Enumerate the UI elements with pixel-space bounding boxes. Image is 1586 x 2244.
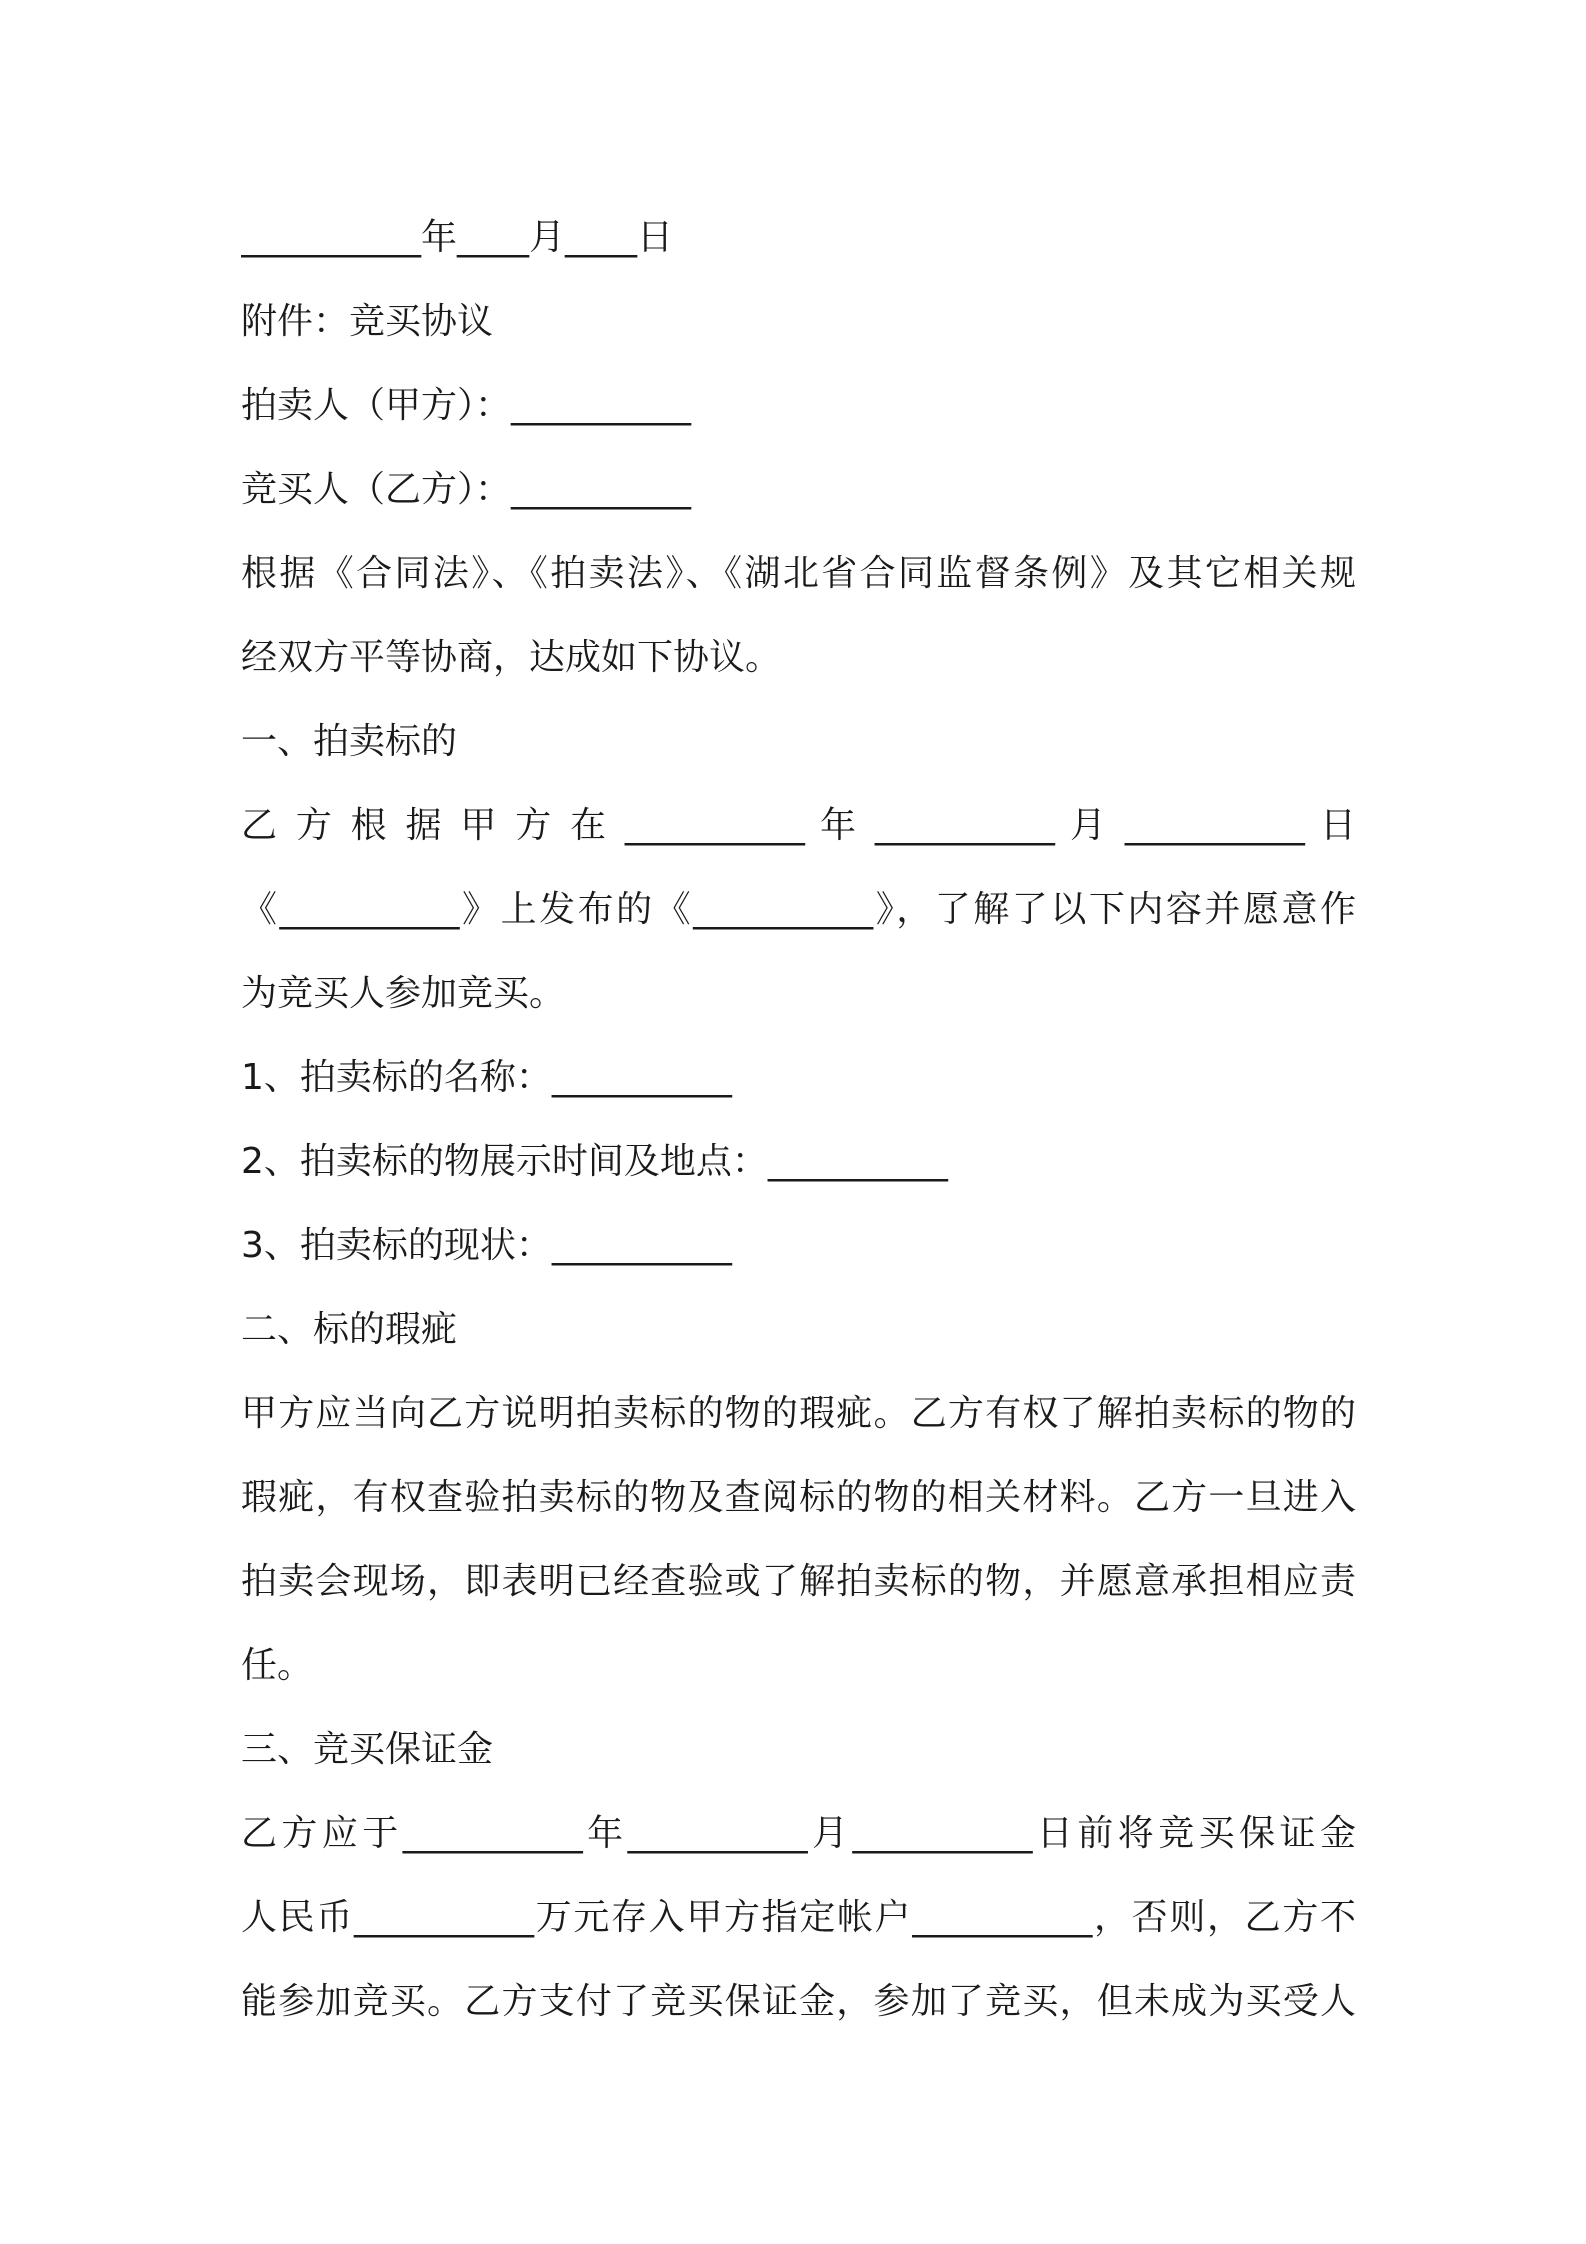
section-heading-1: 一、拍卖标的 <box>241 721 458 762</box>
section-3-line-1: 乙方应于__________年__________月__________日前将竞买保证金 <box>241 1813 1356 1854</box>
section-2-line-2: 瑕疵，有权查验拍卖标的物及查阅标的物的相关材料。乙方一旦进入 <box>241 1477 1356 1518</box>
section-3-line-3: 能参加竞买。乙方支付了竞买保证金，参加了竞买，但未成为买受人 <box>241 1981 1356 2022</box>
section-3-line-2: 人民币__________万元存入甲方指定帐户__________，否则，乙方不 <box>241 1897 1356 1938</box>
section-1-line-3: 为竞买人参加竞买。 <box>241 973 566 1014</box>
auctioneer-party-line: 拍卖人（甲方）：__________ <box>241 385 692 426</box>
item-3-condition: 3、拍卖标的现状：__________ <box>241 1225 732 1266</box>
attachment-title: 附件：竞买协议 <box>241 301 494 342</box>
section-2-line-1: 甲方应当向乙方说明拍卖标的物的瑕疵。乙方有权了解拍卖标的物的 <box>241 1393 1356 1434</box>
section-1-line-1: 乙 方 根 据 甲 方 在 __________ 年 __________ 月 __________ 日 <box>241 805 1356 846</box>
date-line: __________年____月____日 <box>241 217 673 258</box>
section-2-line-3: 拍卖会现场，即表明已经查验或了解拍卖标的物，并愿意承担相应责 <box>241 1561 1356 1602</box>
preamble-line-1: 根据《合同法》、《拍卖法》、《湖北省合同监督条例》及其它相关规 <box>241 553 1356 594</box>
section-2-line-4: 任。 <box>241 1645 314 1686</box>
document-page <box>241 196 1356 2044</box>
item-1-name: 1、拍卖标的名称：__________ <box>241 1057 732 1098</box>
section-1-line-2: 《__________》上发布的《__________》，了解了以下内容并愿意作 <box>241 889 1356 930</box>
bidder-party-line: 竞买人（乙方）：__________ <box>241 469 692 510</box>
section-heading-3: 三、竞买保证金 <box>241 1729 494 1770</box>
item-2-display-time: 2、拍卖标的物展示时间及地点：__________ <box>241 1141 948 1182</box>
section-heading-2: 二、标的瑕疵 <box>241 1309 458 1350</box>
preamble-line-2: 经双方平等协商，达成如下协议。 <box>241 637 782 678</box>
